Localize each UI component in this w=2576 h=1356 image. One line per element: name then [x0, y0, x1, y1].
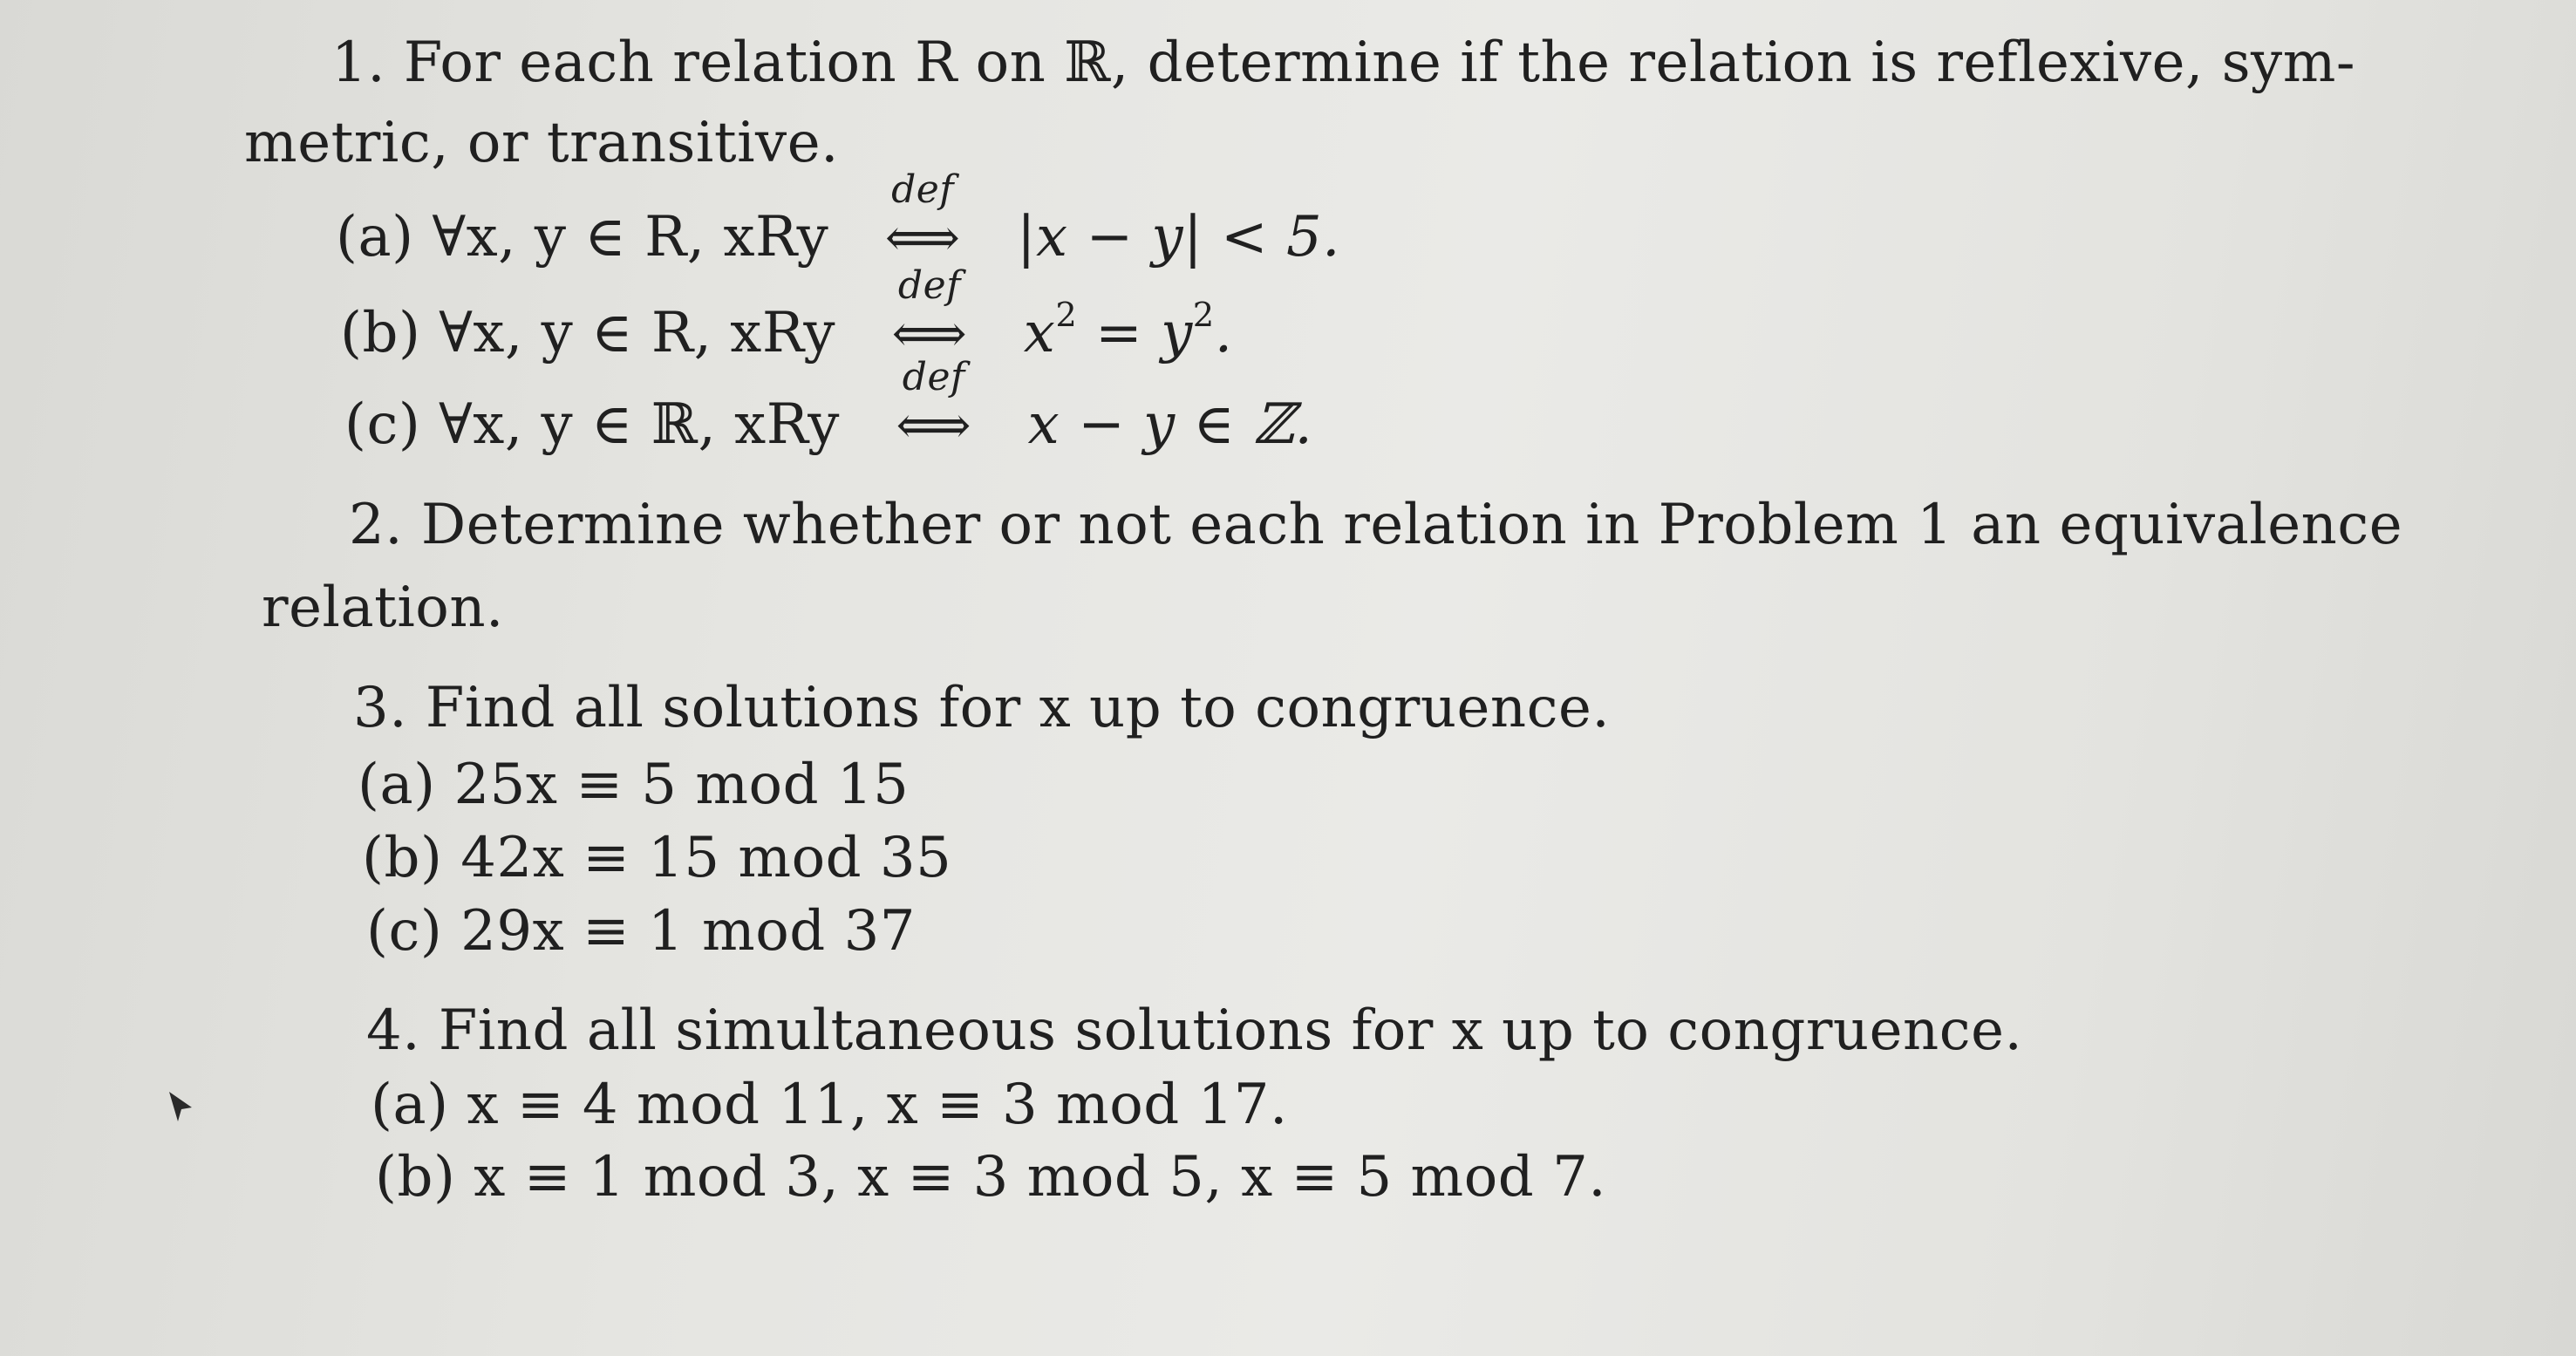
def-label: def [897, 263, 961, 308]
mouse-pointer-icon [166, 1090, 197, 1127]
problem-3a: (a) 25x ≡ 5 mod 15 [358, 753, 910, 817]
def-label: def [891, 167, 955, 212]
superscript-two: 2 [1055, 296, 1078, 336]
problem-1c [344, 355, 1313, 457]
def-arrow [873, 263, 986, 365]
problem-1-line-2: metric, or transitive. [244, 111, 839, 175]
def-label: def [902, 355, 965, 399]
problem-1c-lead: (c) ∀x, y ∈ ℝ, xRy [344, 392, 840, 457]
def-arrow [877, 355, 991, 456]
problem-4-heading: 4. Find all simultaneous solutions for x up to congruence. [366, 998, 2023, 1063]
problem-1a-lead: (a) ∀x, y ∈ R, xRy [336, 205, 829, 269]
problem-4a: (a) x ≡ 4 mod 11, x ≡ 3 mod 17. [371, 1073, 1288, 1137]
problem-1-line-1: 1. For each relation R on ℝ, determine if the relation is reflexive, sym- [331, 31, 2355, 95]
problem-2-line-2: relation. [262, 576, 504, 640]
iff-arrow-icon: ⟺ [891, 303, 968, 365]
rhs-mid: = y [1077, 301, 1193, 365]
problem-3b: (b) 42x ≡ 15 mod 35 [362, 826, 952, 890]
def-arrow [866, 167, 979, 269]
problem-3-heading: 3. Find all solutions for x up to congruence. [353, 676, 1611, 740]
problem-3c: (c) 29x ≡ 1 mod 37 [366, 899, 916, 964]
problem-1b-rhs [1023, 296, 1233, 365]
iff-arrow-icon: ⟺ [884, 208, 961, 269]
problem-4b: (b) x ≡ 1 mod 3, x ≡ 3 mod 5, x ≡ 5 mod 7. [375, 1145, 1607, 1209]
problem-1a [336, 167, 1340, 269]
superscript-two: 2 [1192, 296, 1215, 336]
problem-2-line-1: 2. Determine whether or not each relation in Problem 1 an equivalence [349, 493, 2403, 557]
problem-1b-lead: (b) ∀x, y ∈ R, xRy [340, 301, 836, 365]
iff-arrow-icon: ⟺ [896, 395, 972, 456]
rhs-base: x [1023, 301, 1056, 365]
problem-1a-rhs: |x − y| < 5. [1016, 205, 1340, 269]
rhs-end: . [1214, 301, 1233, 365]
problem-1b [340, 263, 1233, 365]
problem-1c-rhs: x − y ∈ ℤ. [1027, 392, 1313, 457]
